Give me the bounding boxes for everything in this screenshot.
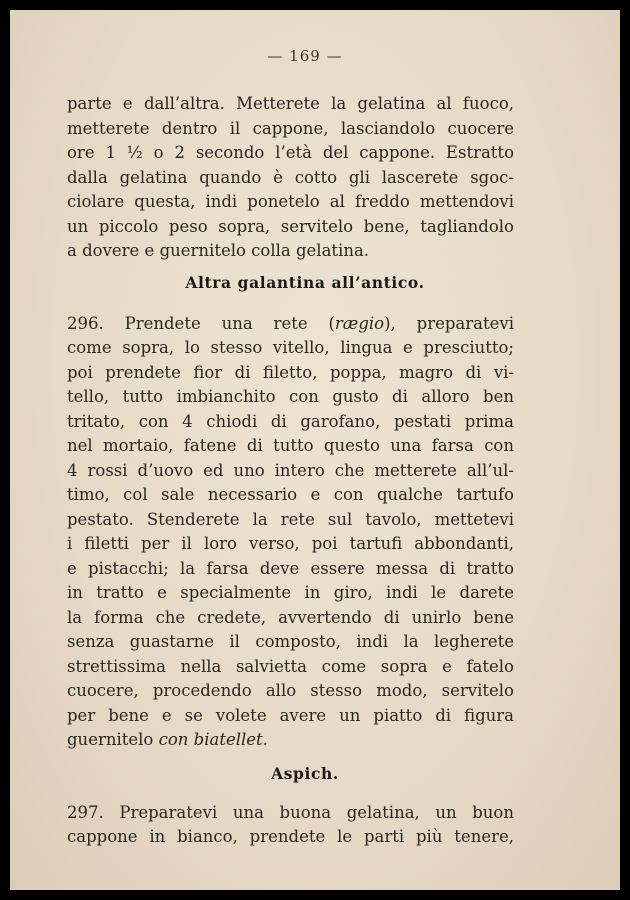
- text-line: e pistacchi; la farsa deve essere messa di tratto: [67, 559, 514, 578]
- text-line: ciolare questa, indi ponetelo al freddo mettendovi: [67, 192, 514, 211]
- text-line: come sopra, lo stesso vitello, lingua e presciutto;: [67, 338, 514, 357]
- text-line: un piccolo peso sopra, servitelo bene, tagliandolo: [67, 217, 514, 236]
- text-line: pestato. Stenderete la rete sul tavolo, mettetevi: [67, 510, 514, 529]
- section-heading: Aspich.: [271, 764, 339, 783]
- italic-term: rægio: [334, 314, 385, 333]
- text-line: cappone in bianco, prendete le parti più tenere,: [67, 827, 514, 846]
- text-line: 4 rossi d’uovo ed uno intero che metterete all’ul-: [67, 461, 514, 480]
- text-segment: 296. Prendete una rete (: [67, 314, 335, 333]
- text-line: strettissima nella salvietta come sopra e fatelo: [67, 657, 514, 676]
- text-line: la forma che credete, avvertendo di unirlo bene: [67, 608, 514, 627]
- text-segment: guernitelo: [67, 730, 159, 749]
- text-line: [67, 729, 514, 751]
- text-line: tello, tutto imbianchito con gusto di alloro ben: [67, 387, 514, 406]
- text-line: metterete dentro il cappone, lasciandolo cuocere: [67, 119, 514, 138]
- text-line: [67, 313, 514, 335]
- italic-term: con biatellet.: [158, 730, 268, 749]
- text-line: timo, col sale necessario e con qualche tartufo: [67, 485, 514, 504]
- text-line: poi prendete fior di filetto, poppa, magro di vi-: [67, 363, 514, 382]
- text-line: cuocere, procedendo allo stesso modo, servitelo: [67, 681, 514, 700]
- book-page: [10, 10, 620, 890]
- text-line: dalla gelatina quando è cotto gli lascerete sgoc-: [67, 168, 514, 187]
- text-segment: ), preparatevi: [384, 314, 514, 333]
- text-line: parte e dall’altra. Metterete la gelatina al fuoco,: [67, 94, 514, 113]
- text-line: i filetti per il loro verso, poi tartufi abbondanti,: [67, 534, 514, 553]
- text-line: a dovere e guernitelo colla gelatina.: [67, 241, 370, 260]
- text-line: per bene e se volete avere un piatto di figura: [67, 706, 514, 725]
- section-heading: Altra galantina all’antico.: [185, 273, 425, 292]
- page-number: — 169 —: [267, 47, 343, 65]
- text-line: ore 1 ½ o 2 secondo l’età del cappone. Estratto: [67, 143, 514, 162]
- text-line: in tratto e specialmente in giro, indi le darete: [67, 583, 514, 602]
- text-line: nel mortaio, fatene di tutto questo una farsa con: [67, 436, 514, 455]
- text-line: tritato, con 4 chiodi di garofano, pestati prima: [67, 412, 514, 431]
- text-line: senza guastarne il composto, indi la legherete: [67, 632, 514, 651]
- text-line: 297. Preparatevi una buona gelatina, un buon: [67, 803, 514, 822]
